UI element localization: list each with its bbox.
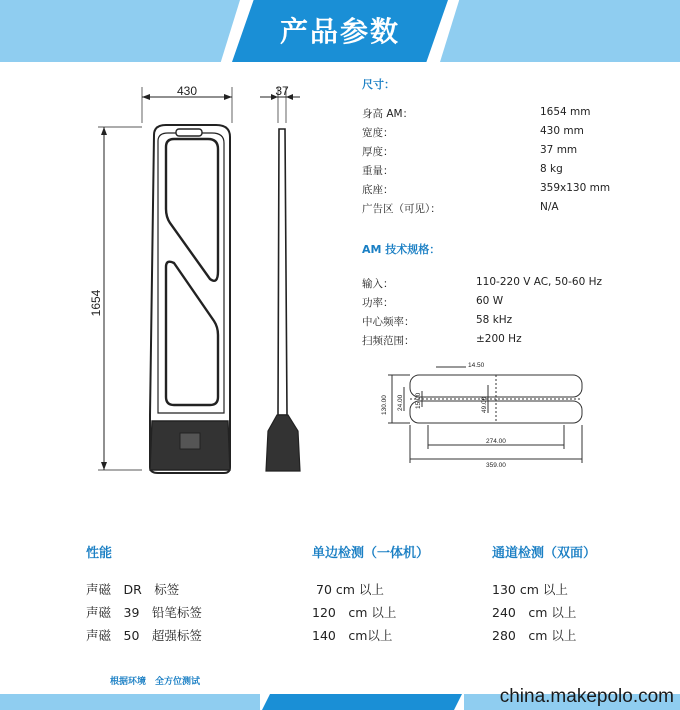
spec-value-ad-area: N/A: [540, 201, 559, 213]
size-section-title: 尺寸：: [362, 78, 395, 91]
perf-row-1-channel: 130 cm 以上: [492, 582, 568, 597]
perf-row-3-tag: 声磁 50 超强标签: [86, 628, 202, 643]
am-label-power: 功率：: [362, 297, 394, 309]
spec-label-weight: 重量：: [362, 165, 394, 177]
spec-value-width: 430 mm: [540, 125, 584, 137]
perf-row-2-channel: 240 cm 以上: [492, 605, 577, 620]
page-title: 产品参数: [279, 15, 400, 48]
am-value-sweep: ±200 Hz: [476, 333, 522, 345]
am-section-title: AM 技术规格：: [362, 243, 441, 256]
perf-header-channel: 通道检测（双面）: [492, 546, 597, 561]
perf-header-single: 单边检测（一体机）: [312, 546, 430, 561]
height-dimension-label: 1654: [89, 289, 103, 317]
spec-value-base: 359x130 mm: [540, 182, 611, 194]
width-dimension-label: 430: [176, 84, 198, 98]
watermark-text: china.makepolo.com: [499, 686, 674, 707]
footer-note: 根据环境 全方位测试: [110, 677, 201, 687]
header-banner: [0, 0, 680, 62]
base-dim-359: 359.00: [486, 462, 506, 469]
perf-header-performance: 性能: [86, 546, 113, 561]
am-label-sweep: 扫频范围：: [362, 335, 415, 347]
banner-right-stripe: [440, 0, 680, 62]
gate-front-view: [150, 125, 230, 473]
am-label-frequency: 中心频率：: [362, 316, 415, 328]
perf-row-3-channel: 280 cm 以上: [492, 628, 577, 643]
gate-drawing: [80, 75, 340, 485]
base-dim-49: 49.00: [481, 396, 488, 413]
base-drawing: [370, 355, 600, 470]
base-dim-24: 24.00: [397, 394, 404, 411]
gate-side-view: [266, 129, 300, 471]
bottom-bar-mid: [262, 694, 462, 710]
banner-left-stripe: [0, 0, 240, 62]
spec-value-height: 1654 mm: [540, 106, 591, 118]
spec-label-depth: 厚度：: [362, 146, 394, 158]
spec-label-width: 宽度：: [362, 127, 394, 139]
perf-row-2-tag: 声磁 39 铅笔标签: [86, 605, 202, 620]
am-value-power: 60 W: [476, 295, 504, 307]
spec-label-height: 身高 AM：: [362, 108, 414, 120]
spec-value-depth: 37 mm: [540, 144, 578, 156]
perf-row-1-tag: 声磁 DR 标签: [86, 582, 180, 597]
am-label-input: 输入：: [362, 278, 394, 290]
am-value-input: 110-220 V AC, 50-60 Hz: [476, 276, 602, 288]
spec-label-base: 底座：: [362, 184, 394, 196]
base-dim-15: 15.00: [415, 392, 422, 409]
perf-row-3-single: 140 cm以上: [312, 628, 393, 643]
spec-label-ad-area: 广告区（可见）：: [362, 203, 441, 215]
bottom-bar-left: [0, 694, 260, 710]
base-dim-274: 274.00: [486, 438, 506, 445]
base-dim-14: 14.50: [468, 362, 485, 369]
perf-row-2-single: 120 cm 以上: [312, 605, 397, 620]
base-dim-130: 130.00: [381, 395, 388, 415]
spec-value-weight: 8 kg: [540, 163, 563, 175]
perf-row-1-single: 70 cm 以上: [316, 582, 384, 597]
depth-dimension-label: 37: [275, 84, 289, 98]
am-value-frequency: 58 kHz: [476, 314, 513, 326]
